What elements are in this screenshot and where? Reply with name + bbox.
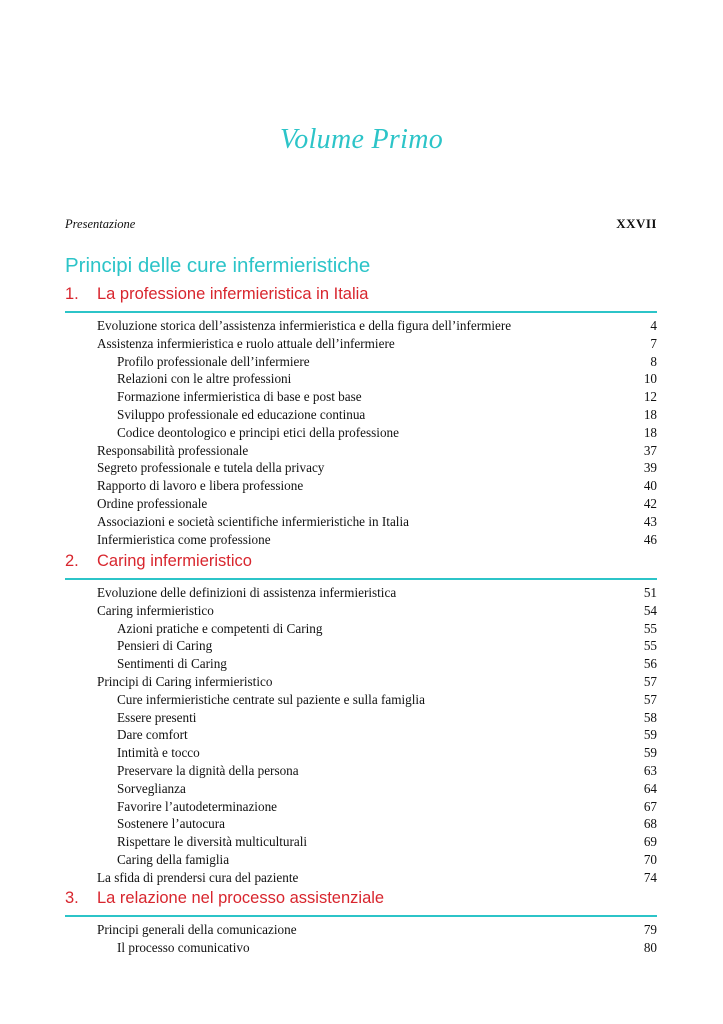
toc-entry-page: 57 <box>643 673 657 689</box>
toc-entry <box>65 637 657 655</box>
chapter-1 <box>65 285 657 548</box>
volume-title: Volume Primo <box>279 124 444 155</box>
toc-entry <box>65 584 657 602</box>
toc-entry <box>65 495 657 513</box>
toc-entry-page: 63 <box>643 762 657 778</box>
chapter-number: 3. <box>65 889 79 907</box>
toc-entry <box>65 762 657 780</box>
toc-entry-page: 68 <box>643 816 657 832</box>
chapter-heading <box>65 552 657 580</box>
toc-entry-title: Cure infermieristiche centrate sul paziente e sulla famiglia <box>117 691 425 707</box>
toc-entry-page: 8 <box>650 353 657 369</box>
toc-entry <box>65 673 657 691</box>
toc-entry <box>65 815 657 833</box>
toc-entry <box>65 513 657 531</box>
toc-entry <box>65 726 657 744</box>
toc-entry-title: Segreto professionale e tutela della privacy <box>97 460 325 476</box>
toc-entry-title: Caring infermieristico <box>97 602 214 618</box>
toc-entry-title: Associazioni e società scientifiche infermieristiche in Italia <box>97 513 409 529</box>
toc-entry <box>65 780 657 798</box>
toc-entry <box>65 798 657 816</box>
toc-entry <box>65 939 657 957</box>
presentation-label: Presentazione <box>65 217 136 231</box>
toc-entry-page: 12 <box>643 389 657 405</box>
toc-entry-title: Formazione infermieristica di base e post base <box>117 389 362 405</box>
toc-entry <box>65 477 657 495</box>
chapter-3 <box>65 889 657 957</box>
toc-entry-title: Sorveglianza <box>117 780 186 796</box>
toc-entry-page: 37 <box>643 442 657 458</box>
toc-entry-page: 55 <box>643 638 657 654</box>
toc-entry-title: Rispettare le diversità multiculturali <box>117 834 308 850</box>
toc-entry-title: Caring della famiglia <box>117 851 230 867</box>
toc-entry <box>65 602 657 620</box>
chapter-title: La professione infermieristica in Italia <box>97 285 369 303</box>
toc-entry-page: 69 <box>643 834 657 850</box>
toc-entry <box>65 851 657 869</box>
toc-entry-page: 58 <box>643 709 657 725</box>
toc-entry-page: 57 <box>643 691 657 707</box>
toc-entry-page: 64 <box>643 780 657 796</box>
chapter-number: 2. <box>65 552 79 570</box>
toc-entry-title: Intimità e tocco <box>117 745 200 761</box>
toc-entry-title: Favorire l’autodeterminazione <box>117 798 278 814</box>
toc-entry-title: Assistenza infermieristica e ruolo attuale dell’infermiere <box>97 335 395 351</box>
toc-entry-title: Codice deontologico e principi etici della professione <box>117 424 399 440</box>
toc-entry-title: Pensieri di Caring <box>117 638 213 654</box>
toc-entry-title: Principi generali della comunicazione <box>97 922 297 937</box>
toc-entry-page: 42 <box>643 495 657 511</box>
toc-entry-page: 59 <box>643 727 657 743</box>
toc-entry <box>65 921 657 939</box>
toc-entry-title: Ordine professionale <box>97 495 208 511</box>
toc-entry <box>65 744 657 762</box>
toc-entry-page: 4 <box>650 318 657 333</box>
toc-entry-title: Evoluzione delle definizioni di assistenza infermieristica <box>97 585 397 600</box>
chapter-2 <box>65 552 657 887</box>
toc-entry-page: 67 <box>643 798 657 814</box>
toc-entry <box>65 620 657 638</box>
toc-entry-page: 74 <box>643 869 657 885</box>
chapter-entries <box>65 317 657 548</box>
toc-entry <box>65 442 657 460</box>
toc-entry-title: La sfida di prendersi cura del paziente <box>97 869 299 885</box>
toc-entry <box>65 317 657 335</box>
toc-entry-page: 51 <box>643 585 657 600</box>
part-title: Principi delle cure infermieristiche <box>65 254 371 277</box>
toc-entry-page: 55 <box>643 620 657 636</box>
toc-entry <box>65 459 657 477</box>
toc-entry <box>65 869 657 887</box>
toc-entry-title: Relazioni con le altre professioni <box>117 371 292 387</box>
chapter-entries <box>65 584 657 887</box>
toc-entry-page: 80 <box>643 939 657 955</box>
toc-entry <box>65 370 657 388</box>
toc-entry-page: 18 <box>643 406 657 422</box>
toc-entry-page: 59 <box>643 745 657 761</box>
toc-entry-title: Evoluzione storica dell’assistenza infermieristica e della figura dell’infermiere <box>97 318 512 333</box>
toc-entry-page: 79 <box>643 922 657 937</box>
toc-entry-title: Azioni pratiche e competenti di Caring <box>117 620 323 636</box>
toc-entry-title: Sviluppo professionale ed educazione continua <box>117 406 366 422</box>
toc-entry-page: 18 <box>643 424 657 440</box>
toc-entry-title: Sostenere l’autocura <box>117 816 226 832</box>
toc-entry-title: Preservare la dignità della persona <box>117 762 299 778</box>
toc-entry <box>65 353 657 371</box>
toc-entry-page: 56 <box>643 656 657 672</box>
toc-entry <box>65 655 657 673</box>
toc-entry-title: Il processo comunicativo <box>117 939 250 955</box>
toc-entry-title: Essere presenti <box>117 709 197 725</box>
toc-entry-page: 46 <box>643 531 657 547</box>
toc-entry <box>65 406 657 424</box>
presentation-entry <box>65 216 657 234</box>
toc-entry-page: 40 <box>643 478 657 494</box>
toc-entry-title: Principi di Caring infermieristico <box>97 673 273 689</box>
chapter-title: Caring infermieristico <box>97 552 252 570</box>
toc-entry-title: Dare comfort <box>117 727 188 743</box>
toc-entry-page: 39 <box>643 460 657 476</box>
toc-entry <box>65 709 657 727</box>
chapter-entries <box>65 921 657 957</box>
toc-entry <box>65 424 657 442</box>
toc-entry-title: Profilo professionale dell’infermiere <box>117 353 310 369</box>
presentation-page: XXVII <box>616 216 657 231</box>
toc-entry-title: Responsabilità professionale <box>97 442 249 458</box>
toc-entry <box>65 691 657 709</box>
toc-entry-page: 7 <box>650 335 657 351</box>
toc-entry-page: 43 <box>643 513 657 529</box>
toc-entry <box>65 335 657 353</box>
toc-entry-title: Rapporto di lavoro e libera professione <box>97 478 304 494</box>
toc-entry <box>65 531 657 549</box>
toc-entry-title: Infermieristica come professione <box>97 531 271 547</box>
toc-entry-title: Sentimenti di Caring <box>117 656 227 672</box>
toc-entry-page: 54 <box>643 602 657 618</box>
chapter-title: La relazione nel processo assistenziale <box>97 889 385 907</box>
chapter-heading <box>65 889 657 917</box>
toc-entry <box>65 833 657 851</box>
chapter-heading <box>65 285 657 313</box>
toc-entry-page: 10 <box>643 371 657 387</box>
toc-entry-page: 70 <box>643 851 657 867</box>
toc-entry <box>65 388 657 406</box>
chapter-number: 1. <box>65 285 79 303</box>
